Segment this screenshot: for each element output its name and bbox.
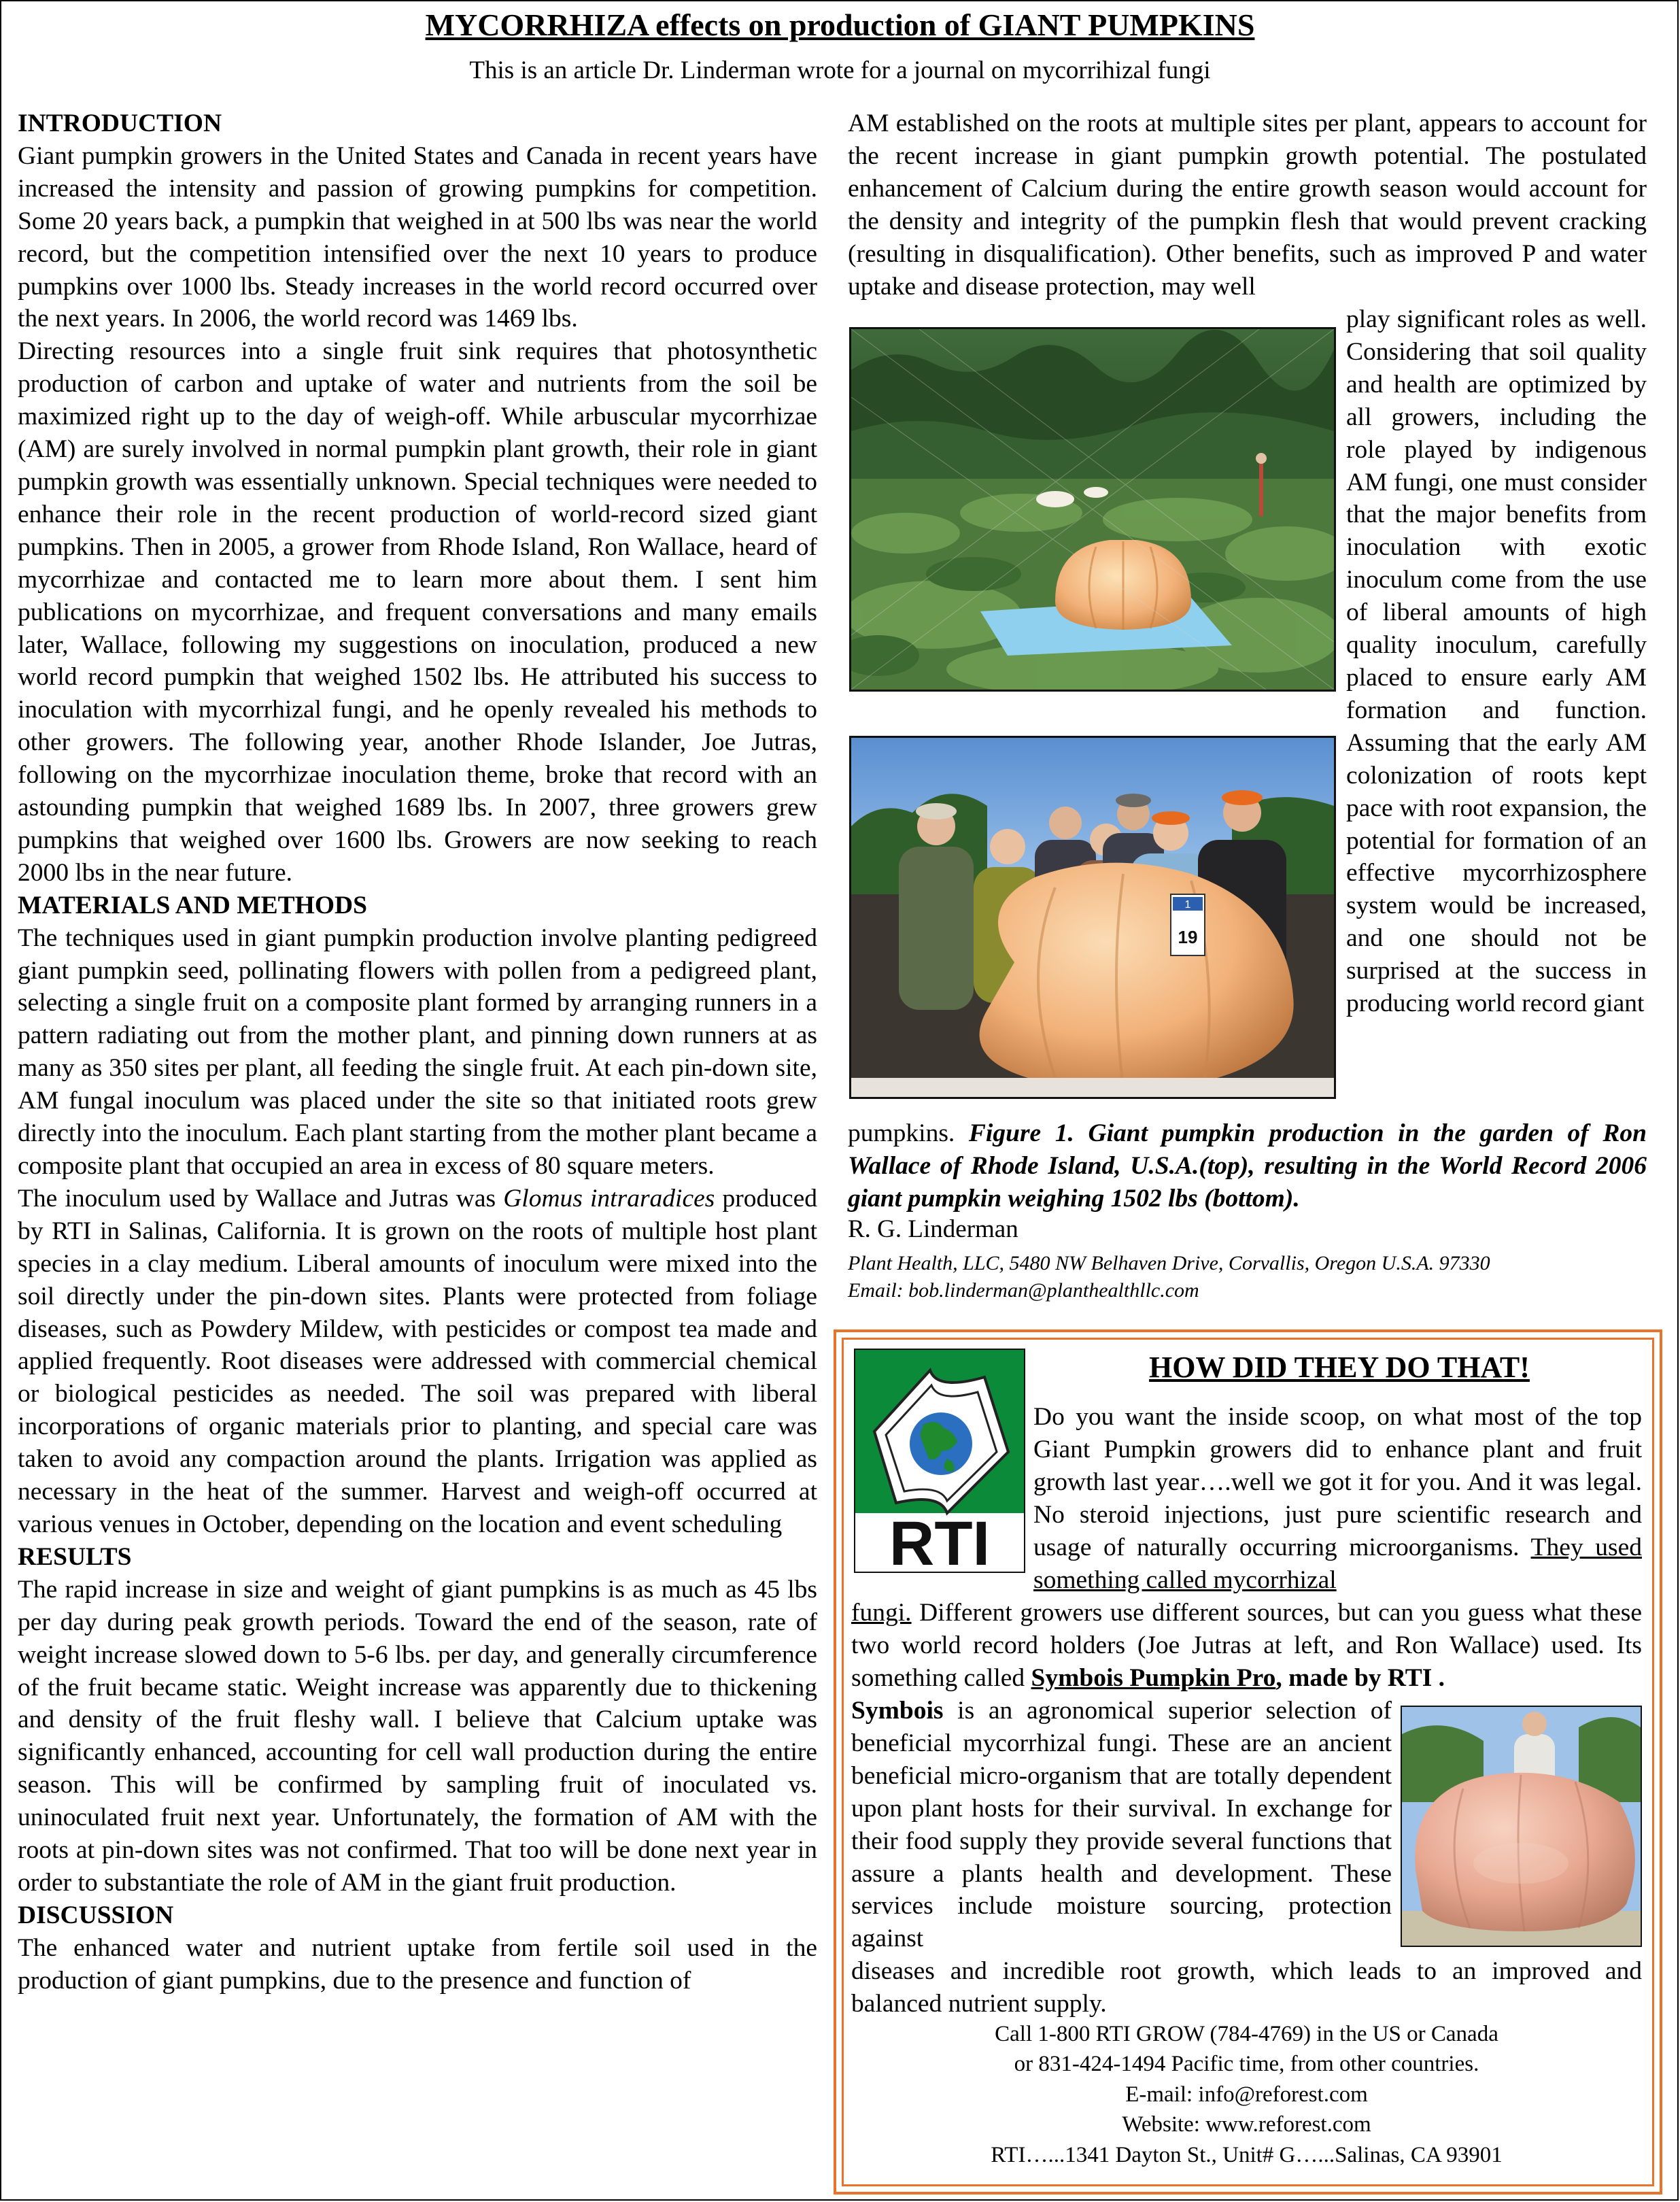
contact-address: RTI…...1341 Dayton St., Unit# G…...Salinas, CA 93901 xyxy=(991,2143,1503,2167)
figure-caption: Figure 1. Giant pumpkin production in the garden of Ron Wallace of Rhode Island, U.S.A.(top), resulting in the World Record 2006 giant pumpkin weighing 1502 lbs (bottom). xyxy=(848,1119,1647,1213)
ad-title: HOW DID THEY DO THAT! xyxy=(1149,1351,1530,1384)
discussion-end: pumpkins. xyxy=(848,1119,969,1147)
contact-phone-intl: or 831-424-1494 Pacific time, from other countries. xyxy=(1014,2052,1479,2076)
pumpkin-garden-illustration xyxy=(851,329,1334,690)
page-subtitle: This is an article Dr. Linderman wrote for a journal on mycorrihizal fungi xyxy=(469,56,1211,84)
introduction-paragraph-2: Directing resources into a single fruit sink requires that photosynthetic production of carbon and uptake of water and nutrients from the soil be maximized right up to the day of weigh-off. While arbuscular mycorrhizae (AM) are surely involved in normal pumpkin plant growth, their role in giant pumpkin growth was essentially unknown. Special techniques were needed to enhance their role in the recent production of world-record sized giant pumpkins. Then in 2005, a grower from Rhode Island, Ron Wallace, heard of mycorrhizae and contacted me to learn more about them. I sent him publications on mycorrhizae, and frequent conversations and many emails later, Wallace, following my suggestions on inoculation, produced a new world record pumpkin that weighed 1502 lbs. He attributed his success to inoculation with mycorrhizal fungi, and he openly revealed his methods to other growers. The following year, another Rhode Islander, Joe Jutras, following on the mycorrhizae inoculation theme, broke that record with an astounding pumpkin that weighed 1689 lbs. In 2007, three growers grew pumpkins that weighed over 1600 lbs. Growers are now seeking to reach 2000 lbs in the near future. xyxy=(18,337,817,887)
product-maker: , made by RTI . xyxy=(1275,1663,1445,1692)
contact-website[interactable]: Website: www.reforest.com xyxy=(1122,2112,1371,2137)
methods-heading: MATERIALS AND METHODS xyxy=(18,891,367,919)
results-heading: RESULTS xyxy=(18,1542,132,1571)
discussion-paragraph-right-wrap: play significant roles as well. Considering that soil quality and health are optimized by all growers, including the role played by indigenous AM fungi, one must consider that the major benefits from inoculation with exotic inoculum come from the use of liberal amounts of high quality inoculum, carefully placed to ensure early AM formation and function. Assuming that the early AM colonization of roots kept pace with root expansion, the potential for formation of an effective mycorrhizosphere system would be increased, and one should not be surprised at the success in producing world record giant xyxy=(1346,305,1647,1018)
author-contact xyxy=(848,1250,1490,1304)
grower-pumpkin-illustration xyxy=(1402,1707,1641,1946)
rti-logo xyxy=(854,1349,1025,1573)
author-address: Plant Health, LLC, 5480 NW Belhaven Drive, Corvallis, Oregon U.S.A. 97330 xyxy=(848,1252,1490,1274)
discussion-heading: DISCUSSION xyxy=(18,1901,174,1929)
world-record-pumpkin-photo xyxy=(849,736,1336,1099)
left-column xyxy=(18,107,817,1997)
contact-phone-us: Call 1-800 RTI GROW (784-4769) in the US or Canada xyxy=(995,2022,1498,2046)
page-title: MYCORRHIZA effects on production of GIANT PUMPKINS xyxy=(425,7,1255,42)
discussion-paragraph-left: The enhanced water and nutrient uptake from fertile soil used in the production of giant pumpkins, due to the presence and function of xyxy=(18,1933,817,1995)
mycorrhizal-link-part-2: fungi. xyxy=(851,1599,912,1627)
results-paragraph-1: The rapid increase in size and weight of giant pumpkins is as much as 45 lbs per day during peak growth periods. Toward the end of the season, rate of weight increase slowed down to 5-6 lbs. per day, and generally circumference of the fruit became static. Weight increase was apparently due to thickening and density of the fruit fleshy wall. I believe that Calcium uptake was significantly enhanced, accounting for cell wall production during the entire season. This will be confirmed by sampling fruit of inoculated vs. uninoculated fruit next year. Unfortunately, the formation of AM with the roots at pin-down sites was not confirmed. That too will be done next year in order to substantiate the role of AM in the giant fruit production. xyxy=(18,1575,817,1897)
introduction-paragraph-1: Giant pumpkin growers in the United States and Canada in recent years have increased the intensity and passion of growing pumpkins for competition. Some 20 years back, a pumpkin that weighed in at 500 lbs was near the world record, but the competition intensified over the next 10 years to produce pumpkins over 1000 lbs. Steady increases in the world record occurred over the next years. In 2006, the world record was 1469 lbs. xyxy=(18,141,817,333)
methods-paragraph-1: The techniques used in giant pumpkin production involve planting pedigreed giant pumpkin seed, pollinating flowers with pollen from a pedigreed plant, selecting a single fruit on a composite plant formed by arranging runners in a pattern radiating out from the mother plant, and pinning down runners at as many as 350 sites per plant, all feeding the single fruit. At each pin-down site, AM fungal inoculum was placed under the site so that initiated roots grew directly into the inoculum. Each plant starting from the mother plant became a composite plant that occupied an area in excess of 80 square meters. xyxy=(18,924,817,1180)
pumpkin-garden-photo xyxy=(849,327,1336,692)
introduction-heading: INTRODUCTION xyxy=(18,109,222,137)
symbois-description: is an agronomical superior selection of beneficial mycorrhizal fungi. These are an ancient beneficial micro-organism that are totally dependent upon plant hosts for their survival. In exchange for their food supply they provide several functions that assure a plants health and development. These services include moisture sourcing, protection against xyxy=(851,1697,1392,1953)
species-name: Glomus intraradices xyxy=(503,1184,715,1213)
methods-p2-before: The inoculum used by Wallace and Jutras was xyxy=(18,1184,504,1213)
ad-product-text: Different growers use different sources, but can you guess what these two world record holders (Joe Jutras at left, and Ron Wallace) used. Its something called xyxy=(851,1599,1642,1692)
author-name: R. G. Linderman xyxy=(848,1215,1018,1243)
tag-ribbon-number: 1 xyxy=(1184,899,1191,911)
ad-intro-text: Do you want the inside scoop, on what most of the top Giant Pumpkin growers did to enhance plant and fruit growth last year….well we got it for you. And it was legal. No steroid injections, just pure scientific research and usage of naturally occurring microorganisms. xyxy=(1033,1403,1642,1561)
methods-p2-after: produced by RTI in Salinas, California. It is grown on the roots of multiple host plant species in a clay medium. Liberal amounts of inoculum were mixed into the soil directly under the pin-down sites. Plants were protected from foliage diseases, such as Powdery Mildew, with pesticides or compost tea made and applied frequently. Root diseases were addressed with commercial chemical or biological pesticides as needed. The soil was prepared with liberal incorporations of organic materials prior to planting, and special care was taken to avoid any compaction around the plants. Irrigation was applied as necessary in the heat of the summer. Harvest and weigh-off occurred at various venues in October, depending on the location and event scheduling xyxy=(18,1184,817,1538)
mycorrhizal-link-part-1: They used something called mycorrhizal xyxy=(1033,1533,1642,1594)
ad-product-paragraph xyxy=(851,1597,1642,1695)
rti-logo-graphic xyxy=(855,1350,1024,1572)
tag-entry-number: 19 xyxy=(1178,927,1198,947)
discussion-paragraph-right-top: AM established on the roots at multiple sites per plant, appears to account for the recent increase in giant pumpkin growth potential. The postulated enhancement of Calcium during the entire growth season would account for the density and integrity of the pumpkin flesh that would prevent cracking (resulting in disqualification). Other benefits, such as improved P and water uptake and disease protection, may well xyxy=(848,109,1647,301)
grower-with-pumpkin-photo xyxy=(1401,1706,1642,1947)
ad-symbois-paragraph-end: diseases and incredible root growth, which leads to an improved and balanced nutrient supply. xyxy=(851,1957,1642,2018)
discussion-end-and-caption xyxy=(848,1117,1647,1215)
methods-paragraph-2 xyxy=(18,1183,817,1541)
contact-email[interactable]: E-mail: info@reforest.com xyxy=(1125,2082,1368,2107)
author-email[interactable]: Email: bob.linderman@planthealthllc.com xyxy=(848,1279,1199,1302)
ad-symbois-paragraph xyxy=(851,1695,1392,1955)
symbois-brand: Symbois xyxy=(851,1697,944,1725)
record-pumpkin-illustration xyxy=(851,738,1334,1097)
product-name: Symbois Pumpkin Pro xyxy=(1031,1663,1276,1692)
ad-intro-paragraph xyxy=(1033,1401,1642,1596)
rti-logo-text: RTI xyxy=(889,1509,991,1572)
